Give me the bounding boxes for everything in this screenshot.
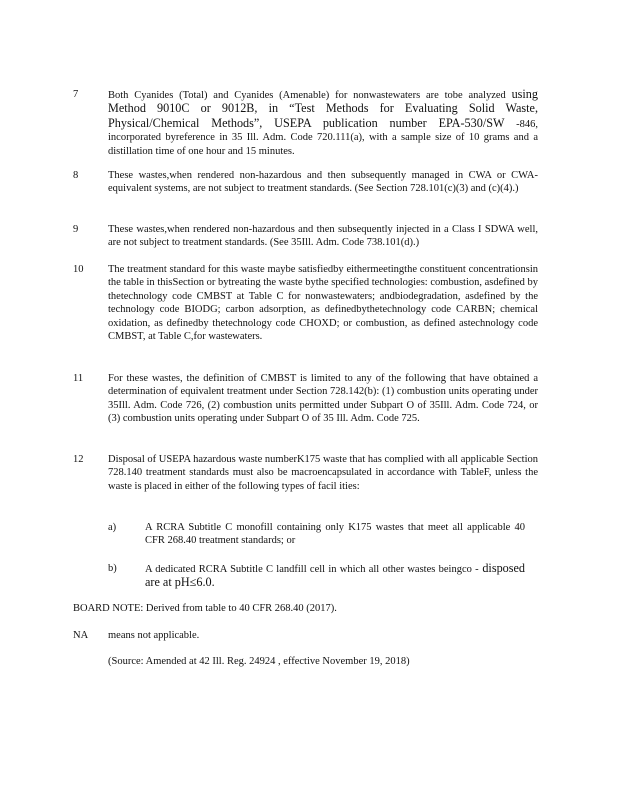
footnote-text-segment: using Method 9010C or 9012B, in “Test Methods for Evaluating Solid Waste, Physical/Chemical Methods”, USEPA publication number EPA-530/SW <box>108 87 538 130</box>
footnote-text-segment: The treatment standard for this waste maybe satisfiedby eithermeetingthe constituent concentrationsin the table in thisSection or bytreating the waste bythe specified technologies: combustion, asdefined by thetechnology code CMBST at Table C for nonwastewaters; andbiodegradation, asdefined by the technology code BIODG; carbon adsorption, as definedbythetechnology code CARBN; chemical oxidation, as definedby thetechnology code CHOXD; or combustion, as defined astechnology code CMBST, at Table C,for wastewaters. <box>108 264 538 343</box>
na-label: NA <box>73 630 89 641</box>
footnote-number: 9 <box>73 224 79 235</box>
subitem-label: a) <box>108 522 117 533</box>
footnote-text <box>108 372 538 426</box>
footnote-text <box>108 453 538 493</box>
footnote-number: 8 <box>73 170 79 181</box>
footnote-text-segment: -846, incorporated byreference in 35 Ill. Adm. Code 720.111(a), with a sample size of 10 grams and a distillation time of one hour and 15 minutes. <box>108 118 538 157</box>
footnote-text <box>108 263 538 343</box>
footnote-number: 11 <box>73 373 84 384</box>
footnote-text-segment: Both Cyanides (Total) and Cyanides (Amenable) for nonwastewaters are tobe analyzed <box>108 90 512 101</box>
footnote-text <box>108 169 538 196</box>
subitem-text-segment: A dedicated RCRA Subtitle C landfill cell in which all other wastes beingco - <box>145 564 479 575</box>
board-note: BOARD NOTE: Derived from table to 40 CFR 268.40 (2017). <box>73 603 337 614</box>
subitem-text-segment: disposed are at pH≤6.0. <box>145 561 525 590</box>
footnote-number: 7 <box>73 89 79 100</box>
na-text: means not applicable. <box>108 630 200 641</box>
footnote-text <box>108 88 538 158</box>
footnote-text-segment: These wastes,when rendered non-hazardous and then subsequently injected in a Class I SDWA well, are not subject to treatment standards. (See 35Ill. Adm. Code 738.101(d).) <box>108 224 538 249</box>
footnote-number: 12 <box>73 454 84 465</box>
footnote-text-segment: These wastes,when rendered non-hazardous and then subsequently managed in CWA or CWA-equivalent systems, are not subject to treatment standards. (See Section 728.101(c)(3) and (c)(4).) <box>108 170 538 195</box>
footnote-text-segment: Disposal of USEPA hazardous waste numberK175 waste that has complied with all applicable Section 728.140 treatment standards must also be macroencapsulated in accordance with TableF, unless the waste is placed in either of the following types of facil ities: <box>108 454 538 492</box>
subitem-label: b) <box>108 563 117 574</box>
footnote-text <box>108 223 538 250</box>
subitem-text <box>145 562 525 591</box>
footnote-text-segment: For these wastes, the definition of CMBST is limited to any of the following that have obtained a determination of equivalent treatment under Section 728.142(b): (1) combustion units operating under 35Ill. Adm. Code 726, (2) combustion units permitted under Subpart O of 35Ill. Adm. Code 724, or (3) combustion units operating under Subpart O of 35 Ill. Adm. Code 725. <box>108 373 538 425</box>
subitem-text <box>145 521 525 548</box>
footnote-number: 10 <box>73 264 84 275</box>
source-note: (Source: Amended at 42 Ill. Reg. 24924 , effective November 19, 2018) <box>108 656 410 667</box>
subitem-text-segment: A RCRA Subtitle C monofill containing only K175 wastes that meet all applicable 40 CFR 268.40 treatment standards; or <box>145 522 525 547</box>
